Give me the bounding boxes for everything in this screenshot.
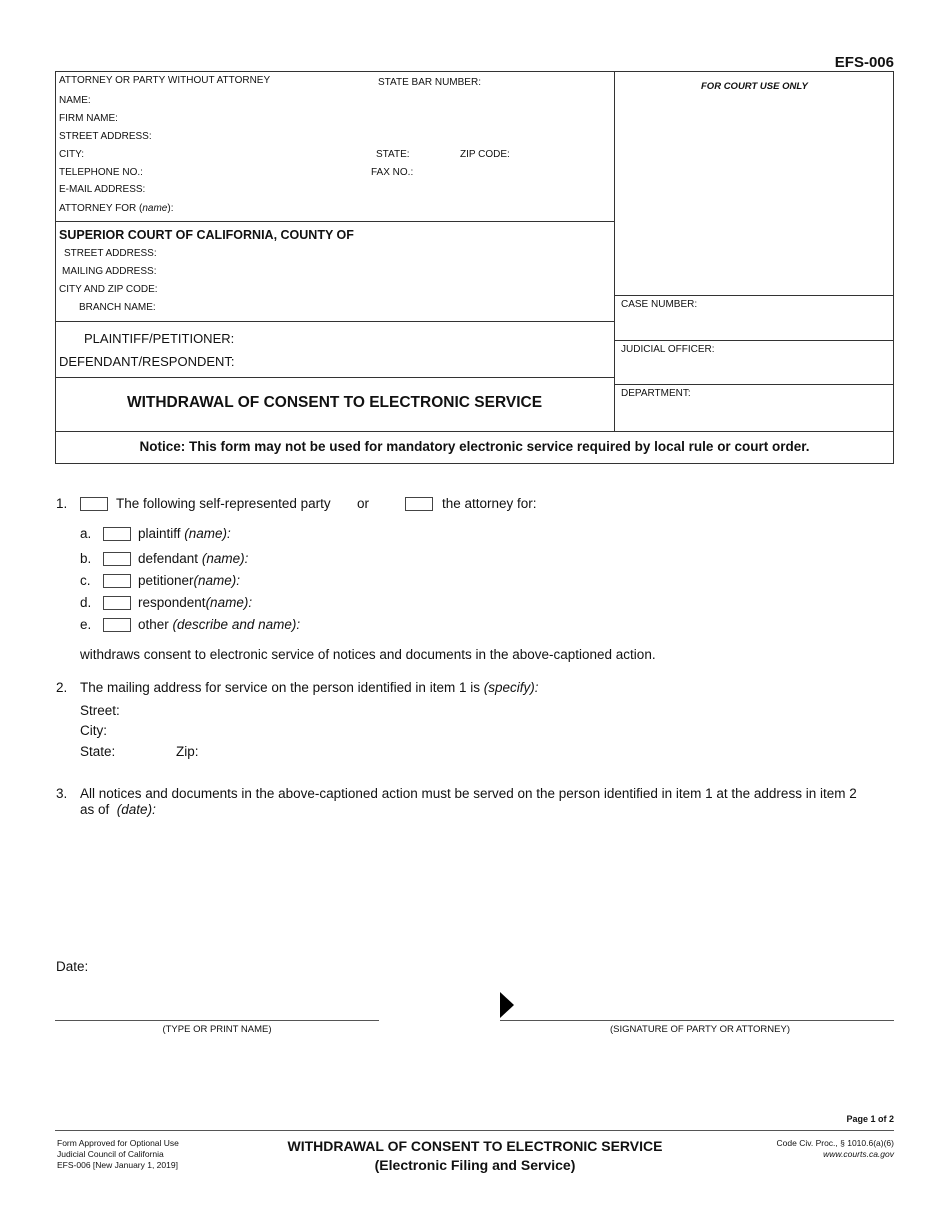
telephone-label: TELEPHONE NO.: [59, 167, 143, 178]
option-b-label: defendant (name): [138, 551, 249, 566]
self-represented-checkbox[interactable] [80, 497, 108, 511]
court-use-label: FOR COURT USE ONLY [701, 81, 808, 92]
footer-left [57, 1138, 179, 1171]
street-label: STREET ADDRESS: [59, 131, 152, 142]
name-label: NAME: [59, 95, 91, 106]
rule [55, 431, 894, 432]
item2-number: 2. [56, 680, 68, 695]
rule [614, 295, 894, 296]
footer-title-line1: WITHDRAWAL OF CONSENT TO ELECTRONIC SERVICE [287, 1138, 663, 1154]
item1-number: 1. [56, 496, 68, 511]
option-a-label: plaintiff (name): [138, 526, 231, 541]
city-label: CITY: [59, 149, 85, 160]
footer-left-line3: EFS-006 [New January 1, 2019] [57, 1160, 178, 1170]
option-d-label: respondent(name): [138, 595, 253, 610]
court-branch-label: BRANCH NAME: [79, 302, 156, 313]
case-number-label: CASE NUMBER: [621, 299, 698, 310]
zip-field-label: Zip: [176, 744, 199, 759]
item3-number: 3. [56, 786, 68, 801]
rule [614, 384, 894, 385]
rule [55, 221, 614, 222]
street-field-label: Street: [80, 703, 120, 718]
option-e-label: other (describe and name): [138, 617, 301, 632]
name-line [55, 1020, 379, 1021]
department-label: DEPARTMENT: [621, 388, 691, 399]
option-a-letter: a. [80, 526, 92, 541]
firm-label: FIRM NAME: [59, 113, 118, 124]
judicial-officer-label: JUDICIAL OFFICER: [621, 344, 715, 355]
page-number: Page 1 of 2 [846, 1114, 894, 1124]
withdraws-text: withdraws consent to electronic service of notices and documents in the above-captioned action. [80, 647, 656, 662]
city-field-label: City: [80, 723, 107, 738]
rule [55, 377, 614, 378]
footer-rule [55, 1130, 894, 1131]
other-checkbox[interactable] [103, 618, 131, 632]
court-heading: SUPERIOR COURT OF CALIFORNIA, COUNTY OF [59, 228, 354, 242]
defendant-checkbox[interactable] [103, 552, 131, 566]
rule [55, 321, 614, 322]
option-c-label: petitioner(name): [138, 573, 241, 588]
or-label: or [357, 496, 370, 511]
court-city-zip-label: CITY AND ZIP CODE: [59, 284, 158, 295]
defendant-label: DEFENDANT/RESPONDENT: [59, 354, 235, 369]
notice: Notice: This form may not be used for mandatory electronic service required by local rule or court order. [139, 439, 810, 454]
footer-title-line2: (Electronic Filing and Service) [374, 1157, 576, 1173]
court-street-label: STREET ADDRESS: [64, 248, 157, 259]
attorney-for-label: ATTORNEY FOR (name): [59, 203, 174, 214]
plaintiff-label: PLAINTIFF/PETITIONER: [84, 331, 235, 346]
footer-left-line2: Judicial Council of California [57, 1149, 164, 1159]
rule [614, 340, 894, 341]
caption-divider [614, 71, 615, 431]
option-d-letter: d. [80, 595, 92, 610]
option-e-letter: e. [80, 617, 92, 632]
signature-arrow-icon [500, 992, 514, 1018]
form-title: WITHDRAWAL OF CONSENT TO ELECTRONIC SERVICE [126, 394, 543, 411]
email-label: E-MAIL ADDRESS: [59, 184, 146, 195]
form-id: EFS-006 [834, 54, 894, 71]
state-label: STATE: [376, 149, 410, 160]
type-name-caption: (TYPE OR PRINT NAME) [162, 1024, 272, 1035]
courts-link[interactable]: www.courts.ca.gov [823, 1149, 894, 1159]
court-mailing-label: MAILING ADDRESS: [62, 266, 157, 277]
item3-as-of: as of (date): [80, 802, 156, 817]
state-field-label: State: [80, 744, 116, 759]
attorney-label: the attorney for: [442, 496, 537, 511]
state-bar-label: STATE BAR NUMBER: [378, 77, 481, 88]
fax-label: FAX NO.: [371, 167, 414, 178]
attorney-heading: ATTORNEY OR PARTY WITHOUT ATTORNEY [59, 75, 271, 86]
item2-text: The mailing address for service on the person identified in item 1 is (specify): [80, 680, 539, 695]
option-b-letter: b. [80, 551, 92, 566]
respondent-checkbox[interactable] [103, 596, 131, 610]
footer-right [777, 1138, 894, 1160]
self-represented-label: The following self-represented party [116, 496, 331, 511]
footer-title [245, 1137, 705, 1175]
petitioner-checkbox[interactable] [103, 574, 131, 588]
date-label: Date: [56, 959, 89, 974]
signature-caption: (SIGNATURE OF PARTY OR ATTORNEY) [610, 1024, 790, 1035]
plaintiff-checkbox[interactable] [103, 527, 131, 541]
attorney-checkbox[interactable] [405, 497, 433, 511]
signature-line [500, 1020, 894, 1021]
item3-text: All notices and documents in the above-captioned action must be served on the person identified in item 1 at the address in item 2 [80, 786, 857, 801]
footer-left-line1: Form Approved for Optional Use [57, 1138, 179, 1148]
zip-label: ZIP CODE: [460, 149, 510, 160]
option-c-letter: c. [80, 573, 91, 588]
code-citation: Code Civ. Proc., § 1010.6(a)(6) [776, 1138, 894, 1148]
